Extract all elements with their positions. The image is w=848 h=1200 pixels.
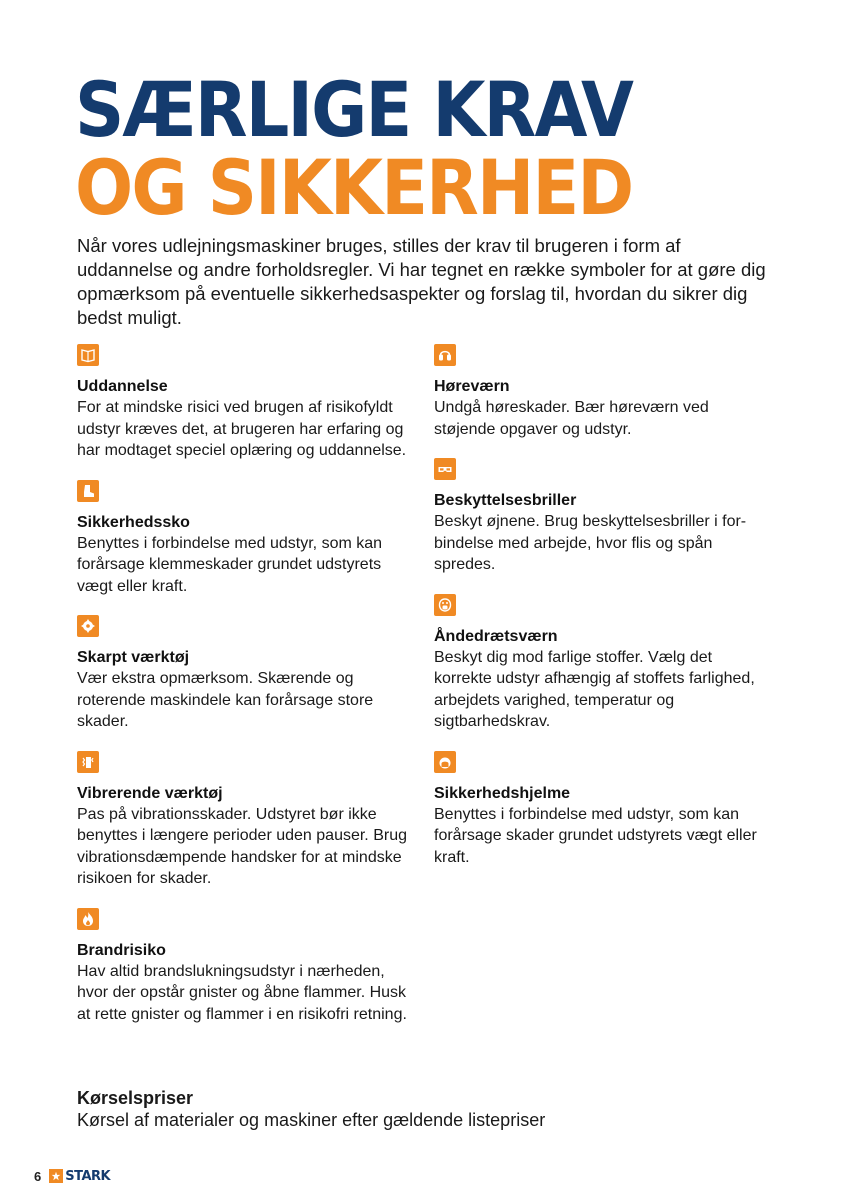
- section-title: Sikkerhedshjelme: [434, 784, 571, 802]
- section-uddannelse: [77, 344, 407, 462]
- section-text: Benyttes i forbindelse med udstyr, som kan forårsage skader grundet udstyrets vægt eller kraft.: [434, 805, 757, 866]
- book-icon: [77, 344, 99, 366]
- vibrating-tool-icon: [77, 751, 99, 773]
- title-line-1: SÆRLIGE KRAV: [75, 65, 633, 154]
- left-column: [77, 344, 407, 1025]
- section-title: Sikkerhedssko: [77, 513, 190, 531]
- stark-logo: [49, 1169, 110, 1184]
- fire-icon: [77, 908, 99, 930]
- section-title: Vibrerende værktøj: [77, 784, 223, 802]
- section-text: For at mindske risici ved brugen af risikofyldt udstyr kræves det, at brugeren har erfaring og har modtaget speciel oplæring og uddannelse.: [77, 399, 407, 459]
- koerselspriser-block: [77, 1087, 797, 1131]
- section-text: Hav altid brandslukningsudstyr i nærheden, hvor der opstår gnister og åbne flammer. Husk at rette gnister og flammer i en risikofri retning.: [77, 962, 407, 1023]
- section-text: Vær ekstra opmærksom. Skærende og roterende maskindele kan forårsage store skader.: [77, 670, 374, 730]
- title-line-2: OG SIKKERHED: [75, 143, 633, 232]
- section-title: Åndedrætsværn: [434, 627, 558, 645]
- helmet-icon: [434, 751, 456, 773]
- section-text: Beskyt øjnene. Brug beskyttelsesbriller i for-bindelse med arbejde, hvor flis og spån spredes.: [434, 513, 747, 573]
- page-number: 6: [34, 1168, 42, 1184]
- section-text: Beskyt dig mod farlige stoffer. Vælg det korrekte udstyr afhængig af stoffets farlighed, arbejdets varighed, temperatur og sigtbarhedskrav.: [434, 648, 755, 730]
- sharp-tool-icon: [77, 615, 99, 637]
- logo-mark-icon: [49, 1169, 63, 1183]
- section-title: Beskyttelsesbriller: [434, 492, 577, 509]
- respirator-icon: [434, 594, 456, 616]
- ear-protection-icon: [434, 344, 456, 366]
- section-title: Brandrisiko: [77, 941, 166, 959]
- section-skarpt-vaerktoej: [77, 615, 407, 733]
- intro-text: Når vores udlejningsmaskiner bruges, stilles der krav til brugeren i form af uddannelse og andre forholdsregler. Vi har tegnet en række symboler for at gøre dig opmærksom på eventuelle sikkerhedsaspekter og forslag til, hvordan du sikrer dig bedst muligt.: [77, 235, 766, 328]
- section-text: Undgå høreskader. Bær høreværn ved støjende opgaver og udstyr.: [434, 399, 709, 438]
- koerselspriser-title: Kørselspriser: [77, 1088, 194, 1108]
- right-column: [434, 344, 764, 868]
- section-title: Skarpt værktøj: [77, 649, 190, 666]
- goggles-icon: [434, 458, 456, 480]
- section-vibrerende-vaerktoej: [77, 751, 407, 890]
- section-brandrisiko: [77, 908, 407, 1026]
- section-hoerevaern: [434, 344, 764, 440]
- safety-boot-icon: [77, 480, 99, 502]
- section-beskyttelsesbriller: [434, 458, 764, 576]
- section-text: Pas på vibrationsskader. Udstyret bør ikke benyttes i længere perioder uden pauser. Brug vibrationsdæmpende handsker for at mindske risikoen for skader.: [77, 805, 407, 887]
- section-title: Uddannelse: [77, 378, 168, 395]
- koerselspriser-text: Kørsel af materialer og maskiner efter gældende listepriser: [77, 1110, 546, 1130]
- section-title: Høreværn: [434, 378, 510, 395]
- logo-text: STARK: [65, 1168, 111, 1184]
- section-text: Benyttes i forbindelse med udstyr, som kan forårsage klemmeskader grundet udstyrets vægt eller kraft.: [77, 534, 383, 595]
- section-sikkerhedshjelme: [434, 751, 764, 869]
- page-footer: [34, 1166, 110, 1186]
- section-sikkerhedssko: [77, 480, 407, 598]
- section-aandedraetsvaern: [434, 594, 764, 733]
